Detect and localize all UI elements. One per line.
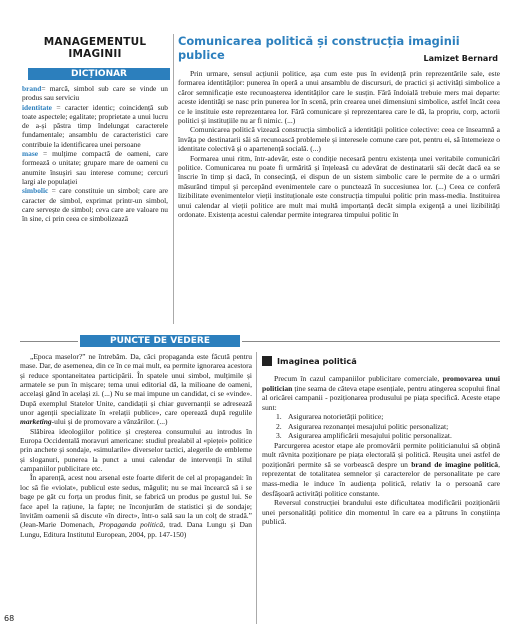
body-emphasis: brand de imagine politică [411,459,499,469]
page-number: 68 [4,614,15,623]
list-item [262,412,500,422]
body-paragraph [262,374,500,412]
quote-text: -ului și de promovare a vânzărilor. (...) [51,417,168,427]
quote-paragraph [20,352,252,427]
list-number: 1. [276,412,282,422]
article-paragraph: Comunicarea politică vizează construcția simbolică a identității politice colective: ceea ce înseamnă a învăța pe destinatarii săi să recunoască problemele și interesele comune care pot, pentru ei, să întemeieze o identitate colectivă și o apartenență socială. (...) [178,125,500,154]
dict-term: identitate [22,102,52,112]
steps-list [262,412,500,441]
square-bullet-icon [262,356,272,366]
dict-entry [22,84,168,103]
body-emphasis: promovarea unui politician [262,374,500,393]
list-text: Asigurarea amplificării mesajului politic personalizat. [288,431,452,441]
dict-entry [22,103,168,149]
list-text: Asigurarea notorietății politice; [288,412,384,422]
body-paragraph: Reversul construcției brandului este dificultatea modificării poziționării unei personalități politice din momentul în care ea a pătruns în conștiința publică. [262,498,500,527]
body-text: , reprezentat de totalitatea semnelor și caracterelor de personalitate pe care mass-media le induce în audiența politică, relativ la o persoană care desfășoară activități politice constante. [262,459,501,498]
body-text: ține seama de câteva etape esențiale, pentru atingerea scopului final al oricărei campanii - poziționarea produsului pe piața specifică. Aceste etape sunt: [262,383,500,412]
section-rule [20,341,78,342]
dictionary-entries [22,84,168,223]
section-heading-line2: IMAGINII [68,48,122,60]
article-author: Lamizet Bernard [423,54,498,63]
list-item [262,431,500,441]
section-heading-line1: MANAGEMENTUL [43,36,147,48]
subsection-heading [262,356,357,366]
subsection-title: Imaginea politică [277,356,357,366]
body-paragraph [262,441,500,498]
section-heading [20,36,170,60]
article-title: Comunicarea politică și construcția imaginii publice [178,34,460,62]
dict-term: brand [22,84,42,93]
quote-paragraph: Slăbirea ideologiilor politice și creșterea consumului au introdus în Europa Occidentală moravuri americane: studiul prealabil al «pieței» politice prin anchete și sondaje, «simularile» diverselor tactici, alegerile de embleme și sloganuri, punerea la punct a unui calendar de intervenții în stilul campaniilor publicitare etc. [20,426,252,474]
list-text: Asigurarea rezonanței mesajului politic personalizat; [288,421,449,431]
political-image-body [262,374,500,527]
dict-term: mase [22,149,39,159]
quote-paragraph [20,473,252,538]
quote-text: În aparență, acest nou arsenal este foarte diferit de cel al propagandei: în loc să fie «violat», publicul este sedus, măgulit; nu se mai încearcă să i se bage pe gât cu forța un produs finit, se fabrică un produs pe gustul lui. Se face apel la rațiune, la fapte; ne înconjurăm de statistici și de sondaje; învităm oamenii să discute «în direct», într-o sală sau la un colț de stradă.” (Jean-Marie Domenach, [20,473,252,530]
dict-entry [22,149,168,186]
viewpoints-quote [20,352,252,539]
section-rule [242,341,500,342]
dict-def: = care constituie un simbol; care are caracter de simbol, exprimat printr-un simbol, care servește de simbol; ceva care are valoare nu în sine, ci prin ceea ce simbolizează [22,186,168,224]
article-paragraph: Formarea unui ritm, într-adevăr, este o condiție necesară pentru existența unei veritabile comunicări politice. Comunicarea nu poate fi urmărită și înțeleasă cu adevărat de destinatarii săi decât dacă ea se înscrie în timp și dacă, în consecință, ei dispun de un sistem simbolic care le permite de a o urmări măsurând timpul și percepând evenimentele care o punctează în succesiunea lor. (...) Ceea ce conferă lizibilitate evenimentelor vieții instituționale este construcția timpului politic prin mass-media. Instituirea unui calendar al vieții politice are mult mai multă importanță decât simpla exigență a unei lizibilități ordonate. Existența acestui calendar permite integrarea timpului politic în [178,153,500,220]
dict-term: simbolic [22,186,49,196]
quote-text: „Epoca maselor?” ne întrebăm. Da, căci propaganda este făcută pentru mase. Dar, de asemenea, din ce în ce mai mult, ea permite ignorarea acestora și reduce spontaneitatea participării. În spatele unui simbol, mulțimile și armatele se pun în mișcare; tema unui editorial dă, la milioane de oameni, accelași gând în același zi. (...) Nu se mai impune un candidat, ci se «vinde». După exemplul Statelor Unite, candidații și chiar guvernanții se adresează unor agenții specializate în «relații publice», care operează după regulile [20,352,252,418]
body-text: Precum în cazul campaniilor publicitare comerciale, [274,374,440,383]
quote-text: , trad. Dana Lungu și Dan Lungu, Editura Institutul European, 2004, pp. 147-150) [20,520,253,539]
list-item [262,422,500,432]
body-text: Parcurgerea acestor etape ale promovării permite politicianului să obțină mult râvnita poziționare pe piața electorală și politică. Reușita unei astfel de poziționări permite să se vorbească despre un [262,440,500,469]
dict-entry [22,186,168,223]
quote-source: Propaganda politică [98,520,164,530]
viewpoints-banner: PUNCTE DE VEDERE [80,335,240,347]
list-number: 3. [276,431,282,441]
dictionary-banner: DICȚIONAR [28,68,170,80]
dict-def: = marcă, simbol sub care se vinde un produs sau serviciu [22,84,168,103]
quote-emphasis: marketing [20,417,52,427]
article-body [178,69,500,220]
list-number: 2. [276,421,282,431]
article-paragraph: Prin urmare, sensul acțiunii politice, așa cum este pus în evidență prin reprezentările sale, este formarea identităților: punerea în operă a unui ansamblu de discursuri, de practici și activități simbolice a căror semnificație este recunoașterea identităților care le susțin. Fără îndoială trebuie mers mai departe: aceste identități se nasc prin punerea lor în scenă, prin crearea unei dimensiuni simbolice, astfel încât ceea ce le instituie este reprezentarea lor. Fără comunicare și reprezentarea care le dă, la propriu, corp, actorii politici și instituțiile nu ar fi nimic. (...) [178,69,500,126]
column-divider [173,34,174,324]
column-divider [256,352,257,624]
dict-def: = caracter identic; coincidență sub toate aspectele; egalitate; proprietate a unui lucru de a-și păstra timp îndelungat caracterele fundamentale; ansamblu de caracteristici care contribuie la identificarea unei persoane [22,102,168,149]
dict-def: = mulțime compactă de oameni, care formează o unitate; grupare mare de oameni cu anumite însușiri sau interese comune; cercuri largi ale populației [22,149,168,186]
